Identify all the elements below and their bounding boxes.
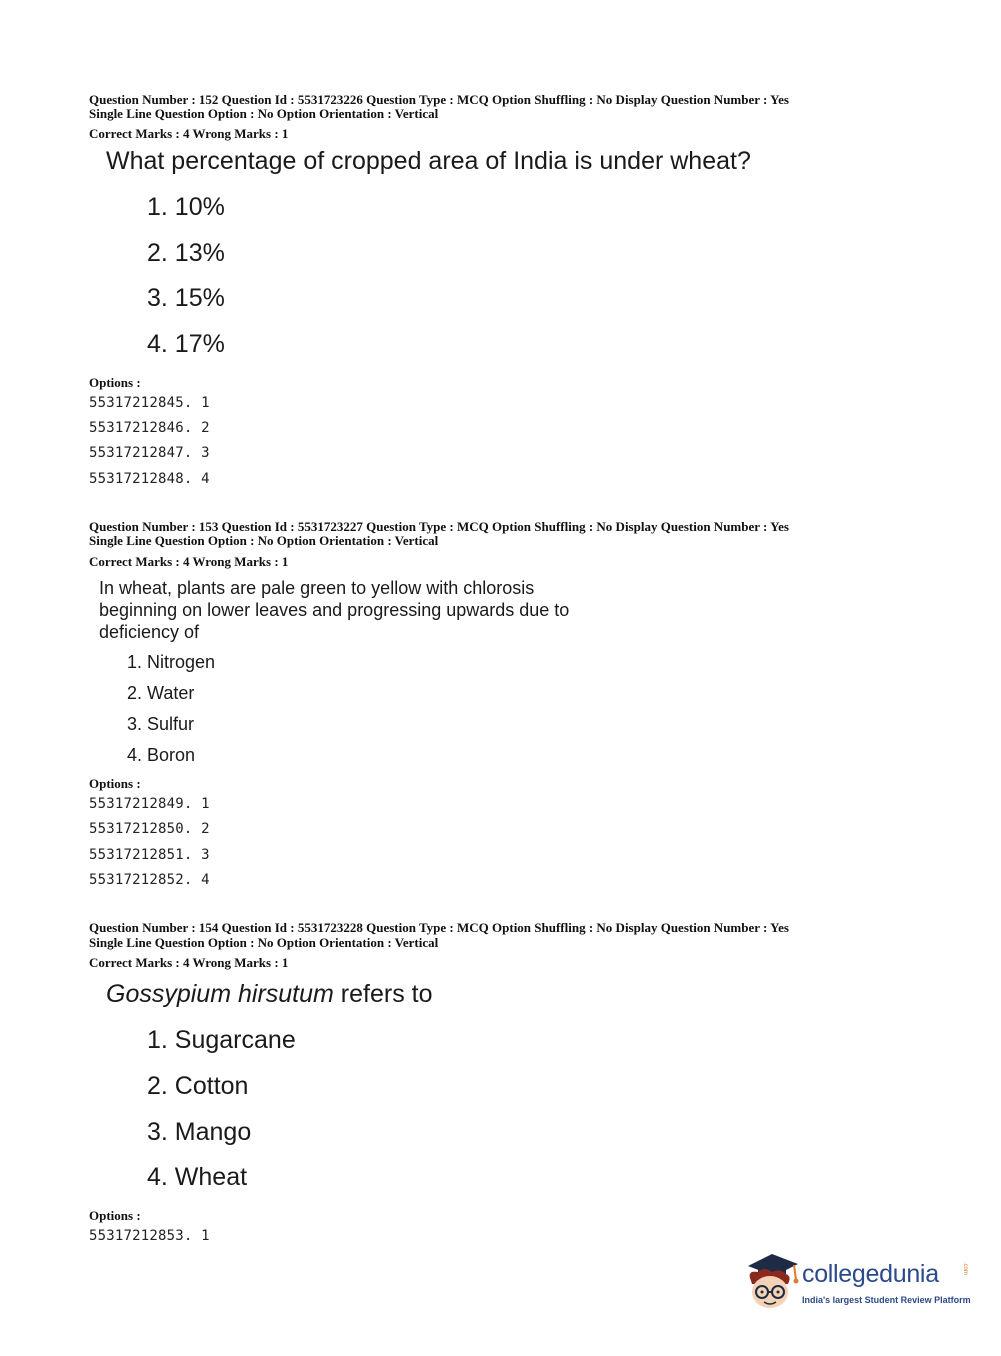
options-label: Options : xyxy=(89,776,141,791)
choice-3: 3. Sulfur xyxy=(127,714,195,734)
question-marks: Correct Marks : 4 Wrong Marks : 1 xyxy=(89,126,289,141)
options-label: Options : xyxy=(89,1208,141,1223)
question-text: What percentage of cropped area of India is under wheat? xyxy=(106,147,751,175)
collegedunia-logo xyxy=(742,1248,972,1318)
logo-tagline: India's largest Student Review Platform xyxy=(802,1295,971,1305)
question-marks: Correct Marks : 4 Wrong Marks : 1 xyxy=(89,554,289,569)
question-marks: Correct Marks : 4 Wrong Marks : 1 xyxy=(89,955,289,970)
option-id: 55317212847. 3 xyxy=(89,445,210,461)
option-id: 55317212850. 2 xyxy=(89,821,210,837)
question-meta-line1: Question Number : 154 Question Id : 5531723228 Question Type : MCQ Option Shuffling : No Display Question Number : Yes xyxy=(89,920,789,935)
option-id: 55317212845. 1 xyxy=(89,395,210,411)
choice-3: 3. Mango xyxy=(147,1118,252,1146)
choice-2: 2. Water xyxy=(127,683,195,703)
choice-1: 1. 10% xyxy=(147,193,225,221)
question-meta-line1: Question Number : 153 Question Id : 5531723227 Question Type : MCQ Option Shuffling : No Display Question Number : Yes xyxy=(89,519,789,534)
choice-2: 2. 13% xyxy=(147,239,225,267)
question-meta-line2: Single Line Question Option : No Option Orientation : Vertical xyxy=(89,533,439,548)
choice-4: 4. 17% xyxy=(147,330,225,358)
option-id: 55317212851. 3 xyxy=(89,847,210,863)
option-id: 55317212848. 4 xyxy=(89,471,210,487)
choice-2: 2. Cotton xyxy=(147,1072,249,1100)
question-meta-line2: Single Line Question Option : No Option Orientation : Vertical xyxy=(89,935,439,950)
question-text-italic: Gossypium hirsutum xyxy=(106,980,334,1008)
choice-4: 4. Wheat xyxy=(147,1163,248,1191)
question-text-rest: refers to xyxy=(333,980,433,1008)
options-label: Options : xyxy=(89,375,141,390)
option-id: 55317212849. 1 xyxy=(89,796,210,812)
question-meta-line1: Question Number : 152 Question Id : 5531723226 Question Type : MCQ Option Shuffling : No Display Question Number : Yes xyxy=(89,92,789,107)
choice-3: 3. 15% xyxy=(147,284,225,312)
option-id: 55317212846. 2 xyxy=(89,420,210,436)
question-meta-line2: Single Line Question Option : No Option Orientation : Vertical xyxy=(89,106,439,121)
question-text: In wheat, plants are pale green to yellow with chlorosis beginning on lower leaves and progressing upwards due to deficiency of xyxy=(99,578,570,642)
option-id: 55317212853. 1 xyxy=(89,1228,210,1244)
mascot-icon xyxy=(742,1248,800,1314)
logo-wordmark: collegedunia xyxy=(802,1260,939,1288)
choice-4: 4. Boron xyxy=(127,745,196,765)
choice-1: 1. Nitrogen xyxy=(127,652,216,672)
option-id: 55317212852. 4 xyxy=(89,872,210,888)
question-text xyxy=(106,979,433,1009)
choice-1: 1. Sugarcane xyxy=(147,1026,296,1054)
logo-suffix: .com xyxy=(962,1262,968,1276)
